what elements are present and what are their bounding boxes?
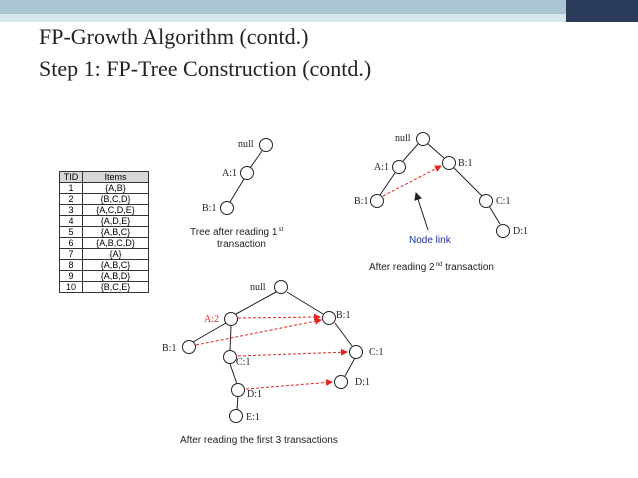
cell-tid: 7 [60, 249, 83, 260]
node-label-highlighted: A:2 [204, 314, 219, 325]
caption-sup: st [278, 227, 284, 233]
caption-text: transaction [442, 262, 494, 273]
node-label: E:1 [246, 412, 260, 423]
node-label: D:1 [355, 377, 370, 388]
slide-title: FP-Growth Algorithm (contd.) [39, 24, 309, 49]
node-label: A:1 [374, 162, 389, 173]
cell-items: {A} [83, 249, 149, 260]
cell-items: {A,B,C} [83, 260, 149, 271]
caption-tree-2 [369, 262, 494, 273]
tree-node [480, 195, 493, 208]
tree-node [323, 312, 336, 325]
tree-node [497, 225, 510, 238]
cell-items: {A,D,E} [83, 216, 149, 227]
tree-node [230, 410, 243, 423]
cell-items: {B,C,E} [83, 282, 149, 293]
tree-node [371, 195, 384, 208]
cell-tid: 4 [60, 216, 83, 227]
caption-text: Tree after reading 1 [190, 227, 278, 238]
cell-tid: 3 [60, 205, 83, 216]
tree-1 [190, 139, 283, 251]
node-link-arrow [238, 352, 347, 356]
caption-sup: nd [435, 262, 443, 268]
tree-node [350, 346, 363, 359]
tree-node [224, 351, 237, 364]
edge [489, 206, 500, 224]
node-link-label: Node link [409, 235, 451, 246]
caption-tree-3: After reading the first 3 transactions [180, 435, 338, 446]
cell-items: {A,B} [83, 183, 149, 194]
node-label-root: null [250, 282, 266, 293]
tree-node [393, 161, 406, 174]
node-link-arrow [238, 317, 320, 318]
column-header-tid: TID [60, 172, 83, 183]
cell-tid: 5 [60, 227, 83, 238]
edge [345, 358, 355, 376]
edge [230, 179, 244, 202]
tree-node [241, 167, 254, 180]
edge [380, 173, 395, 195]
node-label: B:1 [202, 203, 217, 214]
edge [287, 292, 323, 314]
caption-text: After reading 2 [369, 262, 435, 273]
cell-items: {A,B,C,D} [83, 238, 149, 249]
tree-node [335, 376, 348, 389]
cell-tid: 8 [60, 260, 83, 271]
cell-tid: 10 [60, 282, 83, 293]
edge [193, 323, 226, 342]
node-label: B:1 [162, 343, 177, 354]
cell-items: {A,B,C} [83, 227, 149, 238]
cell-tid: 1 [60, 183, 83, 194]
cell-items: {A,B,D} [83, 271, 149, 282]
cell-items: {A,C,D,E} [83, 205, 149, 216]
caption-tree-1-line2: transaction [217, 239, 266, 250]
node-label-root: null [238, 139, 254, 150]
tree-node [443, 157, 456, 170]
node-label: D:1 [513, 226, 528, 237]
caption-tree-1-line1 [190, 227, 283, 238]
node-label: D:1 [247, 389, 262, 400]
edge [335, 323, 352, 346]
tree-node [232, 384, 245, 397]
node-label: C:1 [496, 196, 511, 207]
tree-3 [162, 281, 383, 447]
tree-node [183, 341, 196, 354]
node-label: C:1 [369, 347, 384, 358]
node-label: B:1 [354, 196, 369, 207]
node-link-arrow [246, 382, 332, 389]
cell-tid: 6 [60, 238, 83, 249]
cell-tid: 9 [60, 271, 83, 282]
node-label: B:1 [336, 310, 351, 321]
node-label: C:1 [236, 357, 251, 368]
edge [454, 168, 482, 196]
edge [428, 144, 444, 158]
tree-node [225, 313, 238, 326]
edge [403, 144, 418, 161]
tree-node [417, 133, 430, 146]
tree-node [275, 281, 288, 294]
tree-node [260, 139, 273, 152]
edge [237, 396, 238, 410]
tree-node [221, 202, 234, 215]
cell-tid: 2 [60, 194, 83, 205]
node-label: B:1 [458, 158, 473, 169]
node-label: A:1 [222, 168, 237, 179]
column-header-items: Items [83, 172, 149, 183]
pointer-arrow [416, 193, 428, 230]
cell-items: {B,C,D} [83, 194, 149, 205]
node-link-arrow [383, 166, 441, 196]
edge [236, 292, 276, 314]
node-label-root: null [395, 133, 411, 144]
slide-subtitle: Step 1: FP-Tree Construction (contd.) [39, 56, 372, 81]
tree-2 [354, 133, 528, 274]
edge [250, 151, 262, 168]
